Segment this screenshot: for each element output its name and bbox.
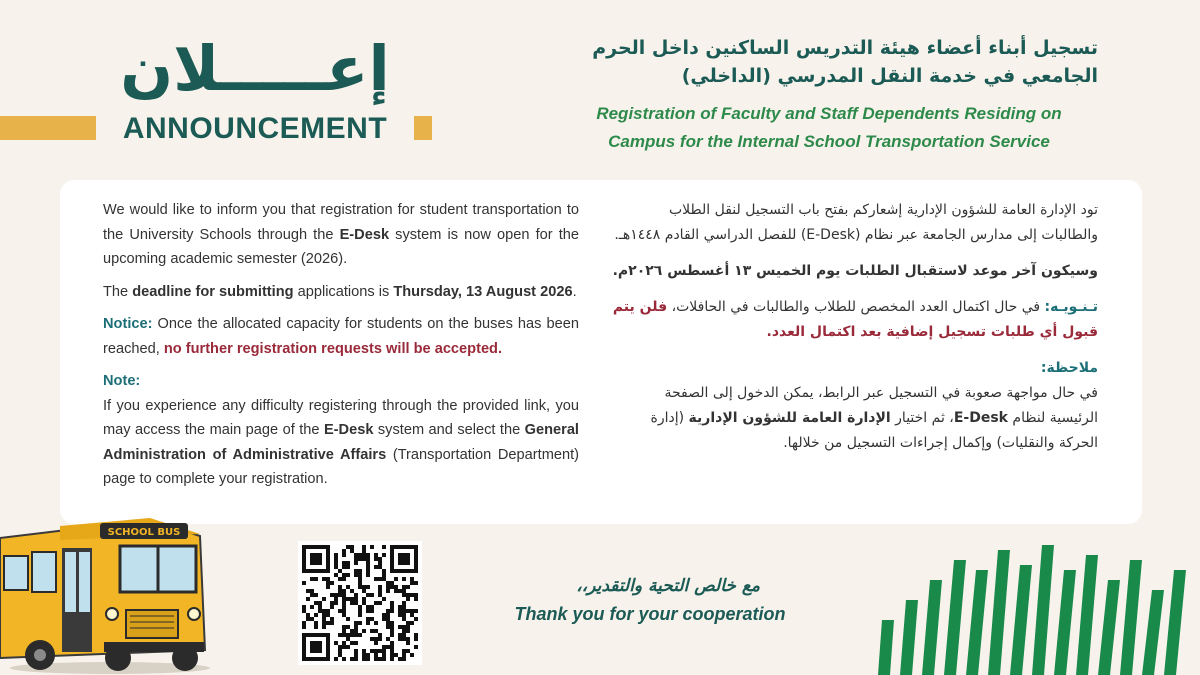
- english-heading: [540, 100, 1118, 156]
- thanks-message: Thank you for your cooperation: [514, 604, 786, 624]
- english-heading-line1: Registration of Faculty and Staff Dependents Residing on: [596, 104, 1062, 123]
- english-note-paragraph: Note: If you experience any difficulty registering through the provided link, you may access the main page of the E-Desk system and select the General Administration of Administrative Affairs (Transportation Department) page to complete your registration.: [103, 373, 579, 487]
- arabic-heading-line2: الجامعي في خدمة النقل المدرسي (الداخلي): [681, 65, 1098, 87]
- qr-code-icon: [302, 545, 418, 661]
- gold-accent-bar-left: [0, 116, 96, 140]
- deadline-date: Thursday, 13 August 2026: [393, 283, 573, 300]
- arabic-body: [612, 198, 1098, 467]
- arabic-thanks: مع خالص التحية والتقدير،،: [576, 576, 760, 596]
- arabic-notice-paragraph: تـنـويـه: في حال اكتمال العدد المخصص للطلاب والطالبات في الحافلات، فلن يتم قبول أي طلبات تسجيل إضافية بعد اكتمال العدد.: [612, 299, 1098, 340]
- registration-qr-code[interactable]: [298, 541, 422, 665]
- gold-accent-bar-right: [414, 116, 432, 140]
- english-deadline-paragraph: The deadline for submitting applications is Thursday, 13 August 2026.: [103, 283, 577, 300]
- arabic-heading: [538, 34, 1098, 90]
- english-notice-paragraph: Notice: Once the allocated capacity for students on the buses has been reached, no further registration requests will be accepted.: [103, 316, 579, 357]
- bus-sign: SCHOOL BUS: [107, 527, 181, 538]
- note-label: Note:: [103, 373, 141, 389]
- arabic-note-paragraph: ملاحظة: في حال مواجهة صعوبة في التسجيل عبر الرابط، يمكن الدخول إلى الصفحة الرئيسية لنظام E-Desk، ثم اختيار الإدارة العامة للشؤون الإدارية (إدارة الحركة والنقليات) وإكمال إجراءات التسجيل من خلالها.: [650, 360, 1098, 451]
- arabic-heading-line1: تسجيل أبناء أعضاء هيئة التدريس الساكنين داخل الحرم: [592, 37, 1098, 59]
- decorative-stripes: [870, 540, 1200, 675]
- notice-label: Notice:: [103, 316, 153, 332]
- school-bus-icon: [0, 510, 210, 675]
- english-body: [103, 198, 579, 500]
- arabic-deadline-paragraph: وسيكون آخر موعد لاستقبال الطلبات يوم الخميس ١٣ أغسطس ٢٠٢٦م.: [612, 263, 1098, 279]
- capacity-warning: no further registration requests will be accepted.: [163, 340, 503, 357]
- english-intro-paragraph: We would like to inform you that registration for student transportation to the University Schools through the E-Desk system is now open for the upcoming academic semester (2026).: [103, 202, 580, 267]
- english-heading-line2: Campus for the Internal School Transportation Service: [608, 132, 1050, 151]
- arabic-announcement-title: إعـــــلان: [120, 32, 390, 105]
- announcement-title: ANNOUNCEMENT: [122, 112, 388, 145]
- edesk-label: E-Desk: [339, 226, 390, 243]
- arabic-intro-paragraph: تود الإدارة العامة للشؤون الإدارية إشعاركم بفتح باب التسجيل لنقل الطلاب والطالبات إلى مدارس الجامعة عبر نظام (E-Desk) للفصل الدراسي القادم ١٤٤٨هـ.: [614, 202, 1098, 243]
